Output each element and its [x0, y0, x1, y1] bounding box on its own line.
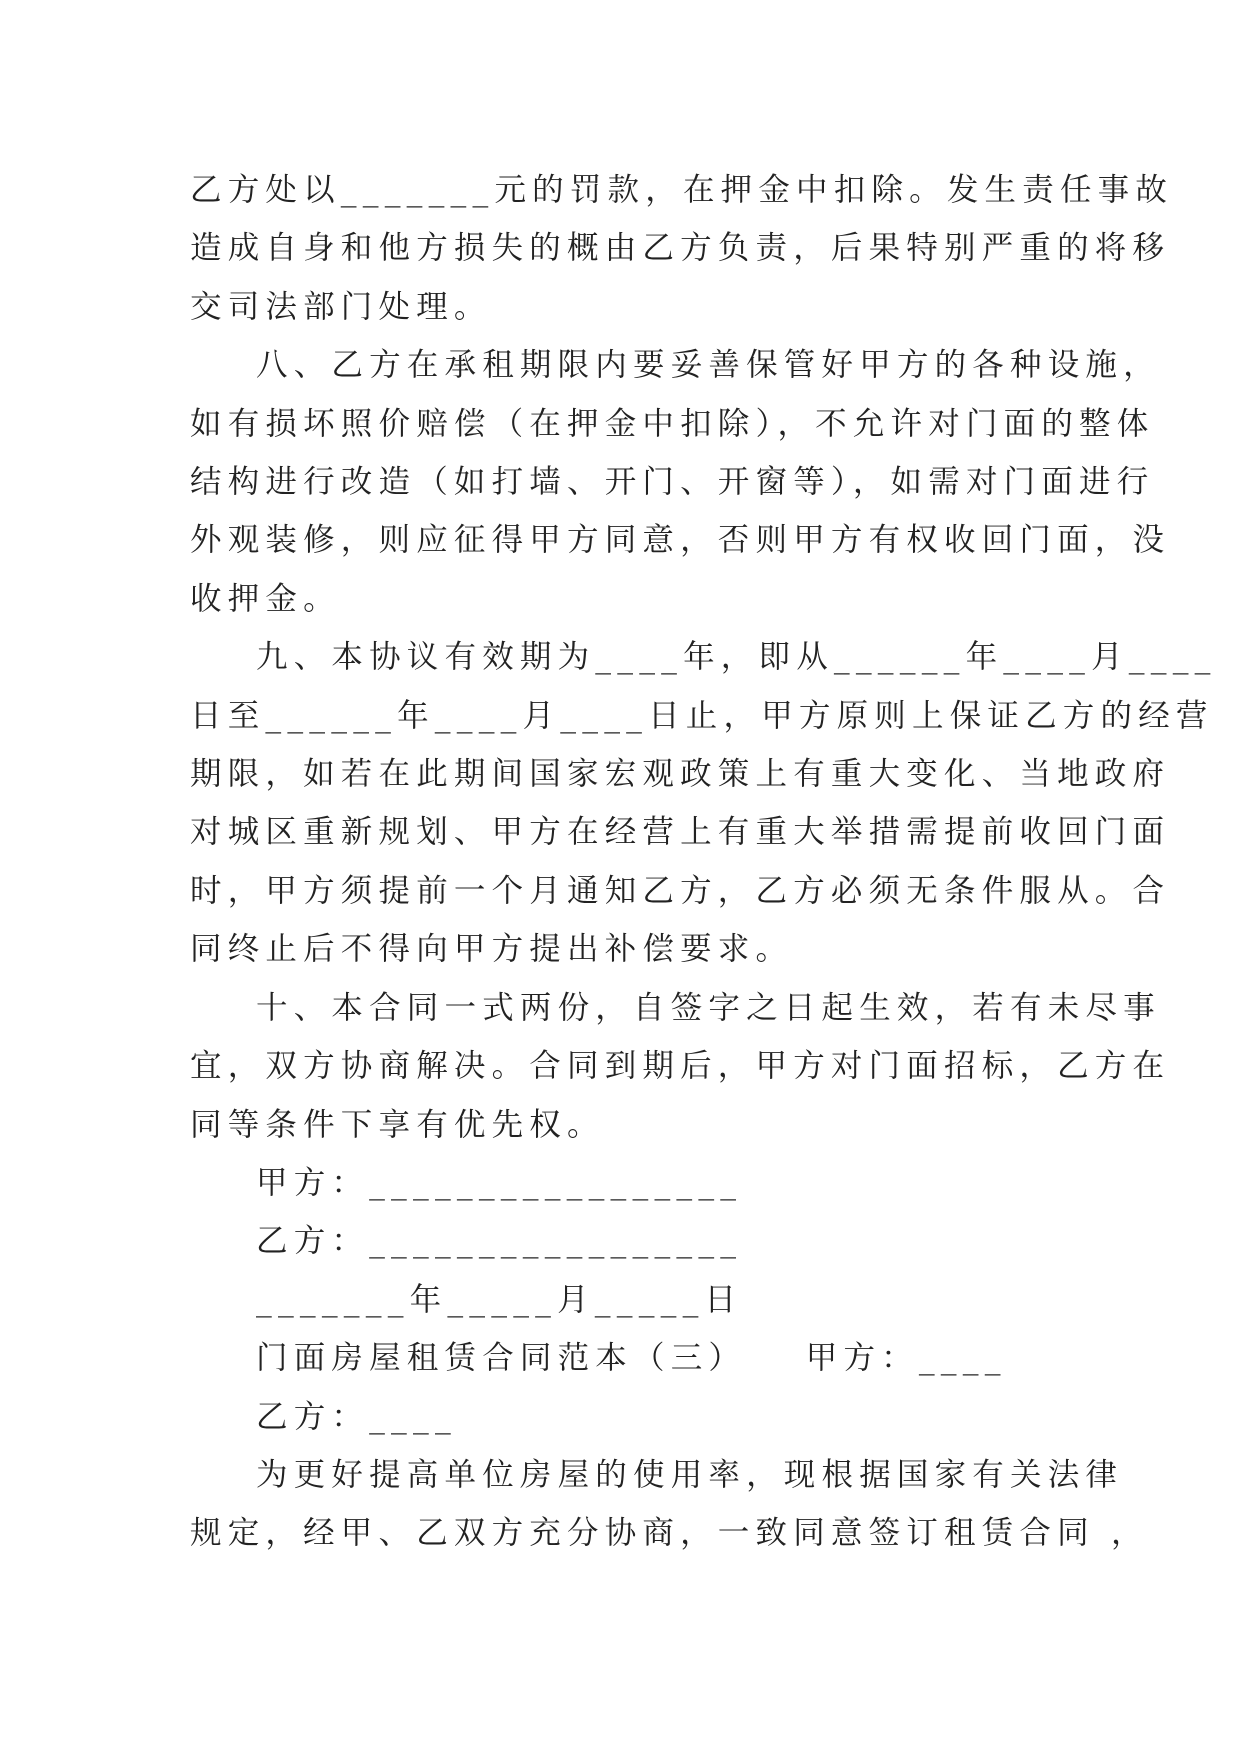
text-line: 期限，如若在此期间国家宏观政策上有重大变化、当地政府	[190, 756, 1171, 793]
date-line: _______年_____月_____日	[256, 1281, 743, 1318]
text-line: 同等条件下享有优先权。	[190, 1106, 605, 1143]
text-line: 同终止后不得向甲方提出补偿要求。	[190, 931, 794, 968]
text-line: 造成自身和他方损失的概由乙方负责，后果特别严重的将移	[190, 230, 1171, 267]
clause-9-start: 九、本协议有效期为____年，即从______年____月____	[256, 639, 1217, 676]
clause-10-start: 十、本合同一式两份，自签字之日起生效，若有未尽事	[256, 989, 1161, 1026]
text-line: 结构进行改造（如打墙、开门、开窗等），如需对门面进行	[190, 464, 1155, 501]
text-line: 如有损坏照价赔偿（在押金中扣除），不允许对门面的整体	[190, 405, 1155, 442]
text-line: 日至______年____月____日止，甲方原则上保证乙方的经营	[190, 697, 1214, 734]
text-line: 对城区重新规划、甲方在经营上有重大举措需提前收回门面	[190, 814, 1171, 851]
party-b-signature-line: 乙方：_________________	[256, 1223, 743, 1260]
party-a-signature-line: 甲方：_________________	[256, 1164, 743, 1201]
text-line: 宜，双方协商解决。合同到期后，甲方对门面招标，乙方在	[190, 1048, 1171, 1085]
text-line: 交司法部门处理。	[190, 288, 492, 325]
text-line: 规定，经甲、乙双方充分协商，一致同意签订租赁合同 ，	[190, 1515, 1149, 1552]
text-line: 乙方处以_______元的罚款，在押金中扣除。发生责任事故	[190, 172, 1174, 208]
clause-8-start: 八、乙方在承租期限内要妥善保管好甲方的各种设施，	[256, 347, 1161, 384]
contract-3-party-b: 乙方：____	[256, 1398, 457, 1435]
contract-3-title: 门面房屋租赁合同范本（三） 甲方：____	[256, 1340, 1007, 1377]
text-line: 时，甲方须提前一个月通知乙方，乙方必须无条件服从。合	[190, 872, 1171, 909]
contract-3-preamble: 为更好提高单位房屋的使用率，现根据国家有关法律	[256, 1456, 1124, 1493]
text-line: 外观装修，则应征得甲方同意，否则甲方有权收回门面，没	[190, 522, 1171, 559]
text-line: 收押金。	[190, 580, 341, 617]
